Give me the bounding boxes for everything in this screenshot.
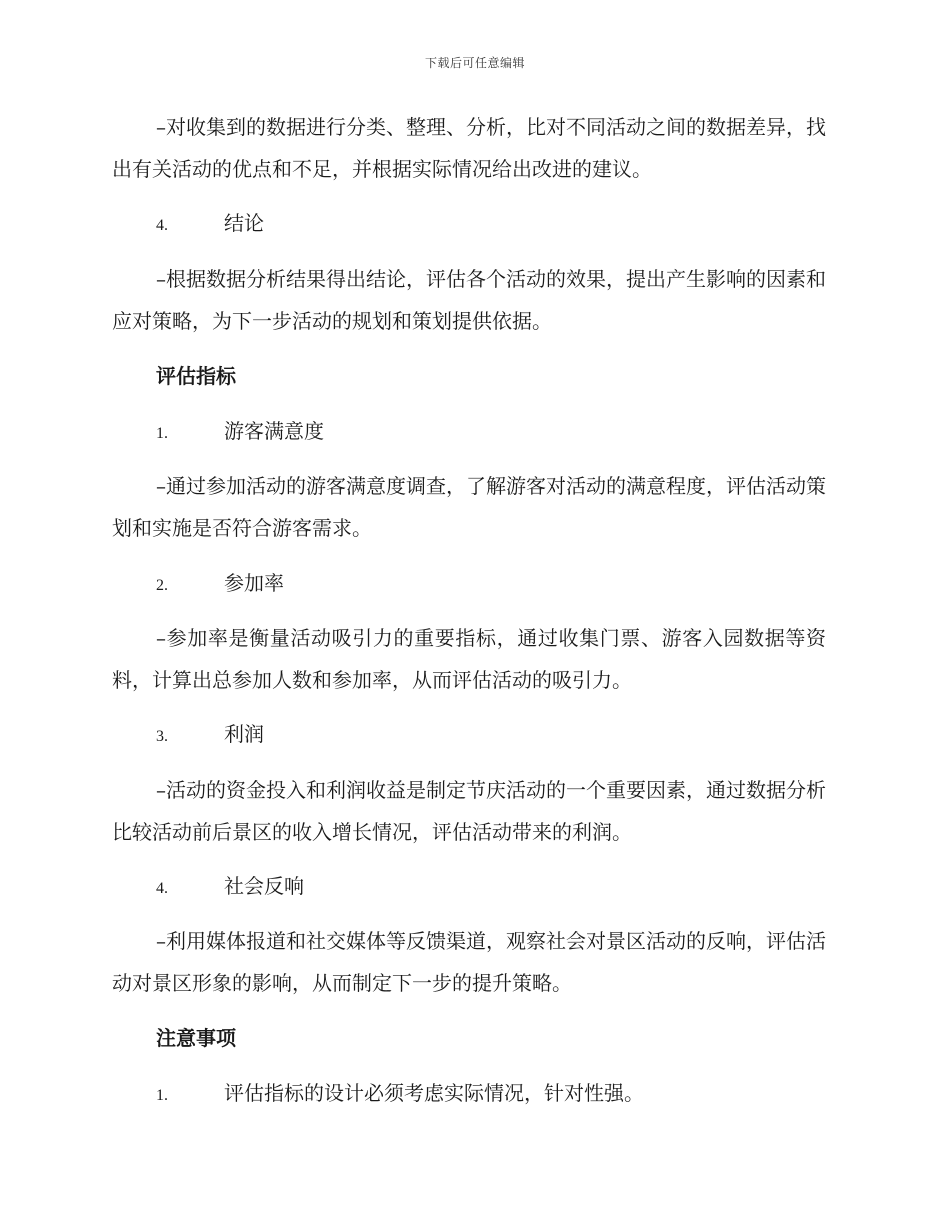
list-text: 利润	[224, 722, 264, 746]
list-item-social-response	[112, 865, 870, 910]
paragraph-social-response: –利用媒体报道和社交媒体等反馈渠道，观察社会对景区活动的反响，评估活动对景区形象的影响，从而制定下一步的提升策略。	[112, 929, 826, 995]
list-number: 4.	[156, 880, 168, 897]
heading-evaluation-metrics: 评估指标	[156, 364, 236, 388]
list-number: 1.	[156, 1087, 168, 1104]
list-text: 社会反响	[224, 874, 304, 898]
paragraph-data-analysis: –对收集到的数据进行分类、整理、分析，比对不同活动之间的数据差异，找出有关活动的优点和不足，并根据实际情况给出改进的建议。	[112, 115, 826, 181]
list-item-conclusion	[112, 202, 870, 247]
list-text: 结论	[224, 211, 264, 235]
page-header: 下载后可任意编辑	[424, 56, 525, 70]
list-number: 1.	[156, 425, 168, 442]
paragraph-profit: –活动的资金投入和利润收益是制定节庆活动的一个重要因素，通过数据分析比较活动前后景区的收入增长情况，评估活动带来的利润。	[112, 778, 826, 844]
list-number: 2.	[156, 577, 168, 594]
list-item-participation	[112, 562, 870, 607]
list-number: 4.	[156, 217, 168, 234]
heading-notes: 注意事项	[156, 1026, 236, 1050]
list-item-profit	[112, 713, 870, 758]
list-text: 参加率	[224, 571, 284, 595]
paragraph-satisfaction: –通过参加活动的游客满意度调查，了解游客对活动的满意程度，评估活动策划和实施是否符合游客需求。	[112, 474, 826, 540]
list-text: 游客满意度	[224, 419, 324, 443]
list-item-note-1	[112, 1072, 870, 1117]
paragraph-conclusion: –根据数据分析结果得出结论，评估各个活动的效果，提出产生影响的因素和应对策略，为下一步活动的规划和策划提供依据。	[112, 267, 826, 333]
list-text: 评估指标的设计必须考虑实际情况，针对性强。	[224, 1081, 644, 1105]
list-item-satisfaction	[112, 410, 870, 455]
paragraph-participation: –参加率是衡量活动吸引力的重要指标，通过收集门票、游客入园数据等资料，计算出总参加人数和参加率，从而评估活动的吸引力。	[112, 626, 826, 692]
list-number: 3.	[156, 728, 168, 745]
